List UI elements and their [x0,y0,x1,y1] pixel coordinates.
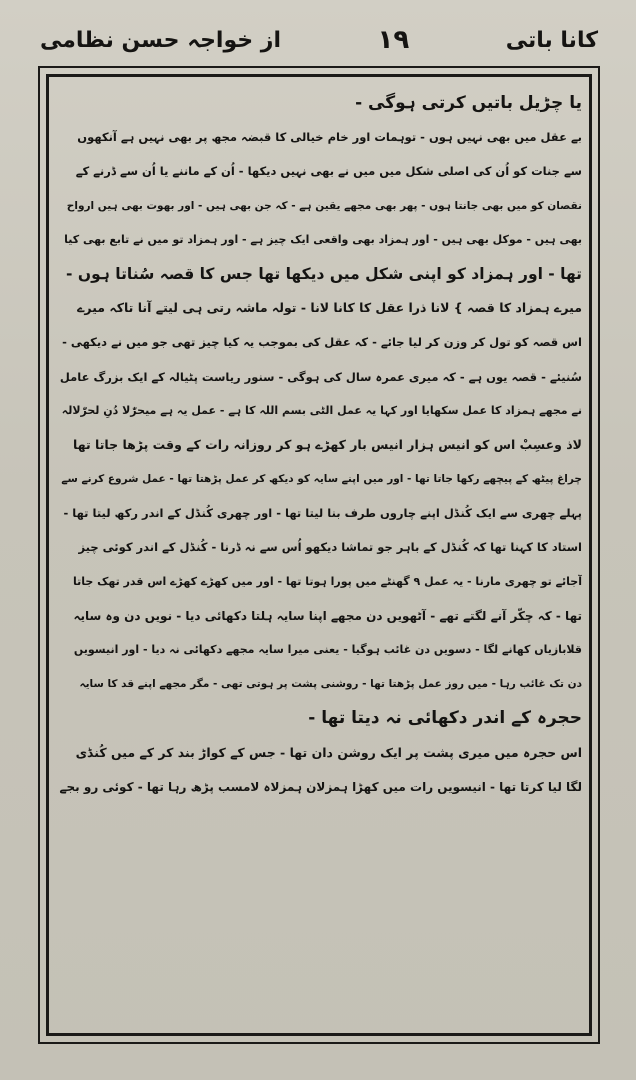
text-line: سے جنات کو اُن کی اصلی شکل میں میں نے بھی نہیں دیکھا - اُن کے ماننے یا اُن سے ڈرنے کے [75,164,582,179]
text-line: بے عقل میں بھی نہیں ہوں - توہمات اور خام خیالی کا قبضہ مجھ پر بھی نہیں ہے آنکھوں [77,130,582,145]
page-border [38,66,600,1044]
page-number: ۱۹ [377,25,410,55]
text-line: چراغ پیٹھ کے پیچھے رکھا جاتا تھا - اور میں اپنے سایہ کو دیکھ کر عمل پڑھتا تھا - عمل شروع کرنے سے [61,473,582,486]
text-line: استاد کا کہنا تھا کہ کُنڈل کے باہر جو تماشا دیکھو اُس سے نہ ڈرنا - کُنڈل کے اندر کوئی چیز [78,540,582,555]
text-line: میرے ہمزاد کا قصہ } لانا ذرا عقل کا کانا لانا - تولہ ماشہ رتی ہی لیتے آنا تاکہ میرے [77,300,582,316]
text-line: لگا لیا کرتا تھا - انیسویں رات میں کھڑا ہمزلان ہمزلاہ لامسب پڑھ رہا تھا - کوئی رو بجے [59,779,582,794]
body-text [58,86,582,1034]
text-line: سُنیئے - قصہ یوں ہے - کہ میری عمرہ سال کی ہوگی - سنور ریاست پٹیالہ کے ایک بزرگ عامل [59,369,582,384]
text-line: آجائے تو چھری مارنا - یہ عمل ۹ گھنٹے میں پورا ہوتا تھا - اور میں کھڑے کھڑے اس قدر تھک جاتا [72,574,582,588]
author-name: از خواجہ حسن نظامی [40,27,281,53]
text-line: لاذ وعسِبْ اس کو انیس ہزار انیس بار کھڑے ہو کر روزانہ رات کے وقت پڑھا جاتا تھا [73,436,582,452]
book-title: کانا باتی [505,27,598,53]
page-header [40,18,598,62]
text-line: حجرہ کے اندر دکھائی نہ دیتا تھا - [308,708,582,729]
text-line: نے مجھے ہمزاد کا عمل سکھایا اور کہا یہ عمل الٹی بسم اللہ کا ہے - عمل یہ ہے میحرّٰلا دُنِ لحرّٰلالہ [61,403,582,417]
text-line: تھا - کہ چکّر آنے لگتے تھے - آٹھویں دن مجھے اپنا سایہ ہلتا دکھائی دیا - نویں دن وہ سایہ [73,608,582,623]
text-line: نقصان کو میں بھی جانتا ہوں - پھر بھی مجھے یقین ہے - کہ جن بھی ہیں - اور بھوت بھی ہیں ارواح [66,199,582,212]
text-line: پہلے چھری سے ایک کُنڈل اپنے چاروں طرف بنا لیتا تھا - اور چھری کُنڈل کے اندر رکھ لیتا تھا - [63,506,582,521]
text-line: اس قصہ کو تول کر وزن کر لیا جائے - کہ عقل کی بموجب یہ کیا چیز تھی جو میں نے دیکھی - [62,335,582,350]
text-line: یا چڑیل باتیں کرتی ہوگی - [355,93,582,113]
text-line: اس حجرہ میں میری پشت پر ایک روشن دان تھا - جس کے کواڑ بند کر کے میں کُنڈی [75,744,582,760]
text-line: بھی ہیں - موکل بھی ہیں - اور ہمزاد بھی واقعی ایک چیز ہے - اور ہمزاد تو میں نے تابع بھی کیا [64,232,582,246]
text-line: تھا - اور ہمزاد کو اپنی شکل میں دیکھا تھا جس کا قصہ سُناتا ہوں - [66,264,582,283]
text-line: قلابازیاں کھانے لگا - دسویں دن غائب ہوگیا - یعنی میرا سایہ مجھے دکھائی نہ دیا - اور انیسویں [73,643,582,656]
text-line: دن تک غائب رہا - میں روز عمل پڑھتا تھا - روشنی پشت پر ہوتی تھی - مگر مجھے اپنے قد کا سایہ [79,678,582,691]
